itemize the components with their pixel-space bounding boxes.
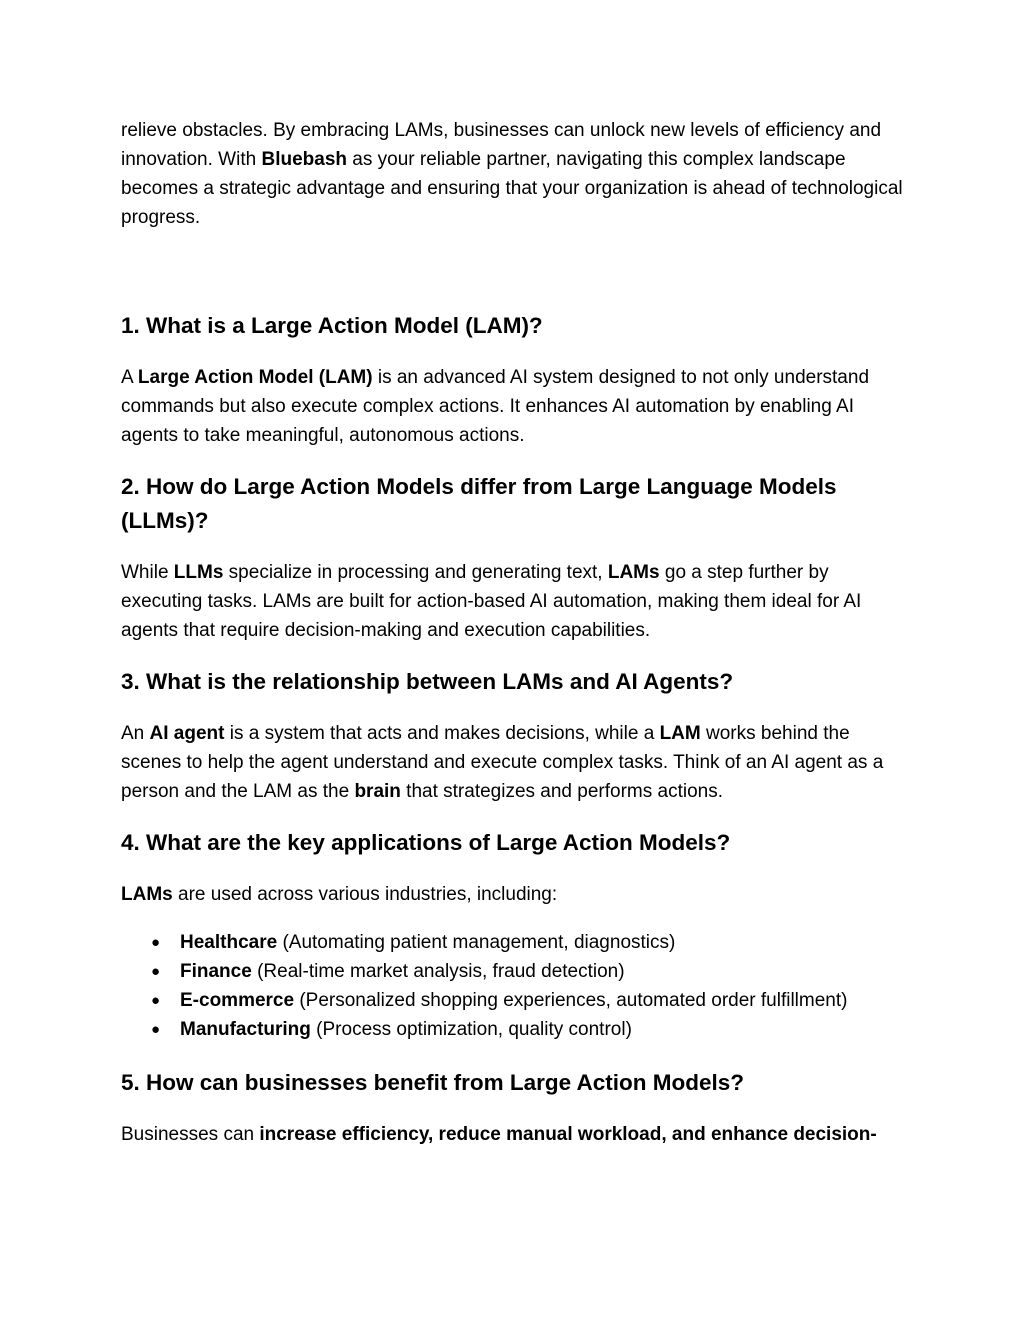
intro-text-cont: as your reliable partner, navigating this complex landscape becomes a strategic advantage and ensuring that your organization is ahead of technological progress. bbox=[121, 149, 903, 228]
faq-answer-2: While LLMs specialize in processing and generating text, LAMs go a step further by executing tasks. LAMs are built for action-based AI automation, making them ideal for AI agents that require decision-making and execution capabilities. bbox=[121, 562, 862, 641]
list-item: ● E-commerce (Personalized shopping experiences, automated order fulfillment) bbox=[121, 986, 911, 1015]
list-item: ● Healthcare (Automating patient management, diagnostics) bbox=[121, 928, 911, 957]
faq-answer-3: An AI agent is a system that acts and makes decisions, while a LAM works behind the scenes to help the agent understand and execute complex tasks. Think of an AI agent as a person and the LAM as the brain that strategizes and performs actions. bbox=[121, 723, 884, 802]
bold-term: LAMs bbox=[121, 884, 173, 905]
bullet-icon: ● bbox=[151, 992, 161, 1009]
intro-bold-bluebash: Bluebash bbox=[261, 149, 347, 170]
bold-term: LAM bbox=[659, 723, 701, 744]
faq-answer-4: LAMs are used across various industries, including: bbox=[121, 884, 558, 905]
applications-list bbox=[121, 928, 911, 1044]
faq-heading-3: 3. What is the relationship between LAMs and AI Agents? bbox=[121, 669, 734, 694]
bullet-icon: ● bbox=[151, 963, 161, 980]
intro-paragraph bbox=[121, 116, 911, 232]
bullet-icon: ● bbox=[151, 934, 161, 951]
faq-heading-2: 2. How do Large Action Models differ from Large Language Models (LLMs)? bbox=[121, 474, 837, 533]
bold-term: AI agent bbox=[149, 723, 225, 744]
intro-text: relieve obstacles. By embracing LAMs, businesses can unlock new levels of efficiency and innovation. With bbox=[121, 120, 882, 170]
faq-answer-5: Businesses can increase efficiency, reduce manual workload, and enhance decision- bbox=[121, 1124, 877, 1145]
faq-answer-1: A Large Action Model (LAM) is an advanced AI system designed to not only understand commands but also execute complex actions. It enhances AI automation by enabling AI agents to take meaningful, autonomous actions. bbox=[121, 367, 870, 446]
list-item: ● Finance (Real-time market analysis, fraud detection) bbox=[121, 957, 911, 986]
bold-term: Large Action Model (LAM) bbox=[137, 367, 373, 388]
bold-term: increase efficiency, reduce manual workload, and enhance decision- bbox=[259, 1124, 877, 1145]
document-page bbox=[121, 116, 911, 1149]
bold-term: LLMs bbox=[173, 562, 224, 583]
bullet-icon: ● bbox=[151, 1021, 161, 1038]
bold-term: LAMs bbox=[607, 562, 660, 583]
bold-term: brain bbox=[354, 781, 401, 802]
faq-heading-5: 5. How can businesses benefit from Large Action Models? bbox=[121, 1070, 745, 1095]
list-item: ● Manufacturing (Process optimization, quality control) bbox=[121, 1015, 911, 1044]
faq-heading-1: 1. What is a Large Action Model (LAM)? bbox=[121, 313, 543, 338]
faq-heading-4: 4. What are the key applications of Large Action Models? bbox=[121, 830, 731, 855]
